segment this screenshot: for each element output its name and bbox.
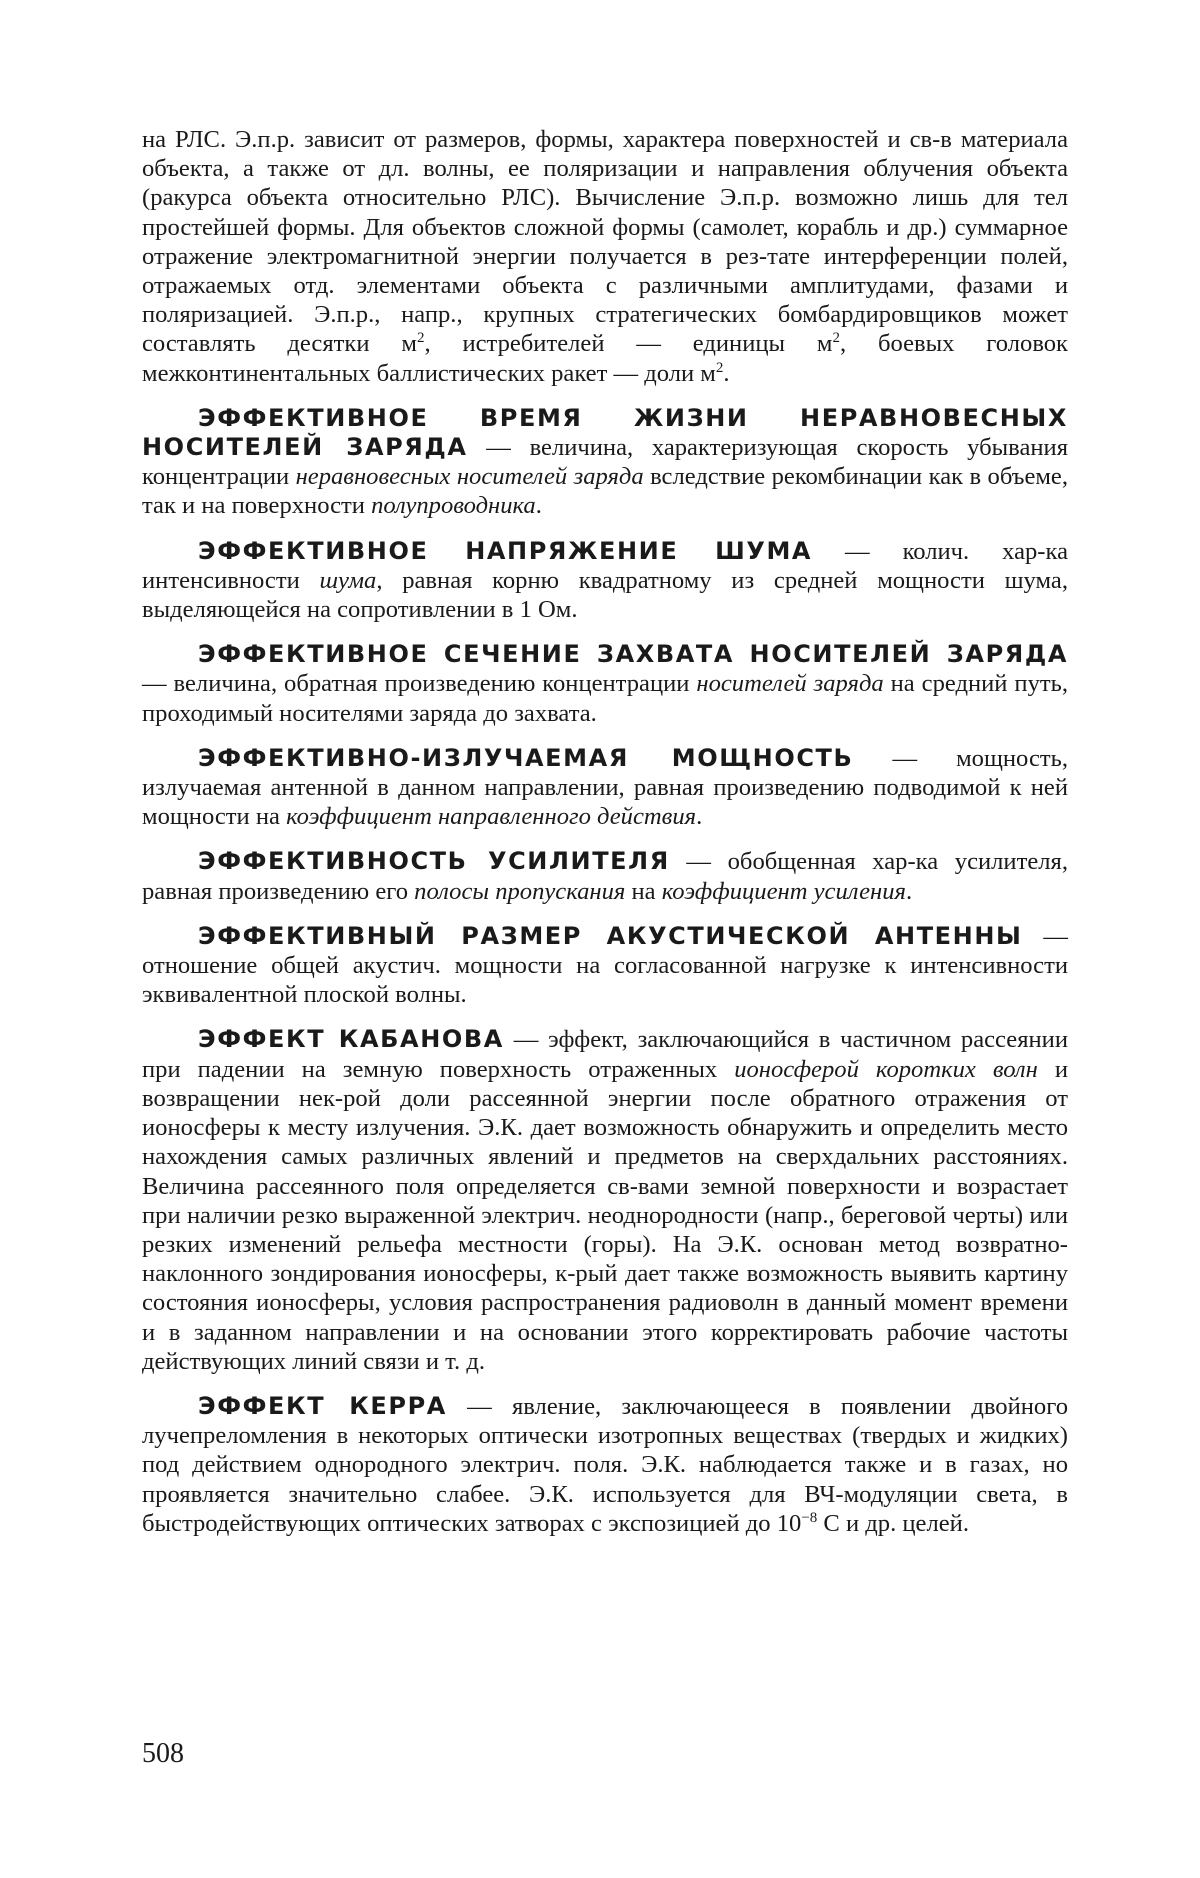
entry-text: — мощность, излучаемая антенной в данном направлении, равная произведению подводимой к ней мощности на	[142, 744, 1068, 831]
entry-kerr-effect	[142, 1392, 1068, 1538]
entry-text: .	[723, 359, 730, 387]
entry-text: — обобщенная хар-ка усилителя, равная произведению его	[142, 848, 1068, 905]
entry-capture-cross-section	[142, 640, 1068, 728]
page-body	[142, 125, 1068, 1554]
entry-radiated-power	[142, 744, 1068, 832]
entry-crossref: шума	[319, 566, 377, 594]
entry-term: ЭФФЕКТИВНО-ИЗЛУЧАЕМАЯ МОЩНОСТЬ	[198, 743, 854, 772]
entry-text: — явление, заключающееся в появлении двойного лучепреломления в некоторых оптически изотропных веществах (твердых и жидких) под действием однородного электрич. поля. Э.К. наблюдается также и в газах, но проявляется значительно слабее. Э.К. используется для ВЧ-модуляции света, в быстродействующих оптических затворах с экспозицией до 10	[142, 1392, 1068, 1537]
superscript: 2	[416, 330, 425, 347]
entry-text: вследствие рекомбинации как в объеме, так и на поверхности	[142, 463, 1068, 520]
entry-continuation	[142, 125, 1068, 388]
entry-term: ЭФФЕКТИВНОСТЬ УСИЛИТЕЛЯ	[198, 847, 670, 876]
entry-text: на средний путь, проходимый носителями заряда до захвата.	[142, 670, 1068, 727]
entry-noise-voltage	[142, 537, 1068, 625]
entry-acoustic-antenna	[142, 922, 1068, 1010]
entry-crossref: неравновесных носителей заряда	[295, 463, 644, 491]
entry-crossref: носителей заряда	[696, 670, 884, 698]
entry-crossref: полосы пропускания	[414, 877, 626, 905]
entry-amplifier-efficiency	[142, 847, 1068, 905]
entry-term: ЭФФЕКТИВНОЕ ВРЕМЯ ЖИЗНИ НЕРАВНОВЕСНЫХ НОСИТЕЛЕЙ ЗАРЯДА	[142, 403, 1068, 462]
entry-crossref: ионосферой коротких волн	[734, 1055, 1038, 1083]
superscript: −8	[801, 1509, 818, 1526]
superscript: 2	[832, 330, 840, 347]
entry-term: ЭФФЕКТИВНОЕ СЕЧЕНИЕ ЗАХВАТА НОСИТЕЛЕЙ ЗАРЯДА	[198, 640, 1068, 669]
entry-crossref: полупроводника	[371, 492, 536, 520]
entry-crossref: коэффициент усиления	[661, 877, 906, 905]
entry-text: на РЛС. Э.п.р. зависит от размеров, формы, характера поверхностей и св-в материала объекта, а также от дл. волны, ее поляризации и направления облучения объекта (ракурса объекта относительно РЛС). Вычисление Э.п.р. возможно лишь для тел простейшей формы. Для объектов сложной формы (самолет, корабль и др.) суммарное отражение электромагнитной энергии получается в рез-тате интерференции полей, отражаемых отд. элементами объекта с различными амплитудами, фазами и поляризацией. Э.п.р., напр., крупных стратегических бомбардировщиков может составлять десятки м	[142, 126, 1068, 358]
entry-text: , боевых головок межконтинентальных баллистических ракет — доли м	[142, 330, 1069, 387]
entry-kabanov-effect	[142, 1025, 1068, 1375]
entry-text: , истребителей — единицы м	[424, 330, 833, 358]
entry-text: — колич. хар-ка интенсивности	[142, 537, 1068, 594]
entry-crossref: коэффициент направленного действия	[286, 803, 697, 831]
entry-term: ЭФФЕКТИВНОЕ НАПРЯЖЕНИЕ ШУМА	[198, 536, 813, 565]
page-number: 508	[142, 1738, 184, 1769]
entry-text: и возвращении нек-рой доли рассеянной энергии после обратного отражения от ионосферы к месту излучения. Э.К. дает возможность обнаружить и определить место нахождения самых различных явлений и предметов на сверхдальних расстояниях. Величина рассеянного поля определяется св-вами земной поверхности и возрастает при наличии резко выраженной электрич. неоднородности (напр., береговой черты) или резких изменений рельефа местности (горы). На Э.К. основан метод возвратно-наклонного зондирования ионосферы, к-рый дает также возможность выявить картину состояния ионосферы, условия распространения радиоволн в данный момент времени и в заданном направлении и на основании этого корректировать рабочие частоты действующих линий связи и т. д.	[142, 1055, 1068, 1375]
entry-text: С и др. целей.	[817, 1509, 969, 1537]
entry-text: на	[625, 877, 662, 905]
entry-term: ЭФФЕКТ КАБАНОВА	[198, 1025, 504, 1054]
superscript: 2	[715, 359, 724, 376]
entry-term: ЭФФЕКТИВНЫЙ РАЗМЕР АКУСТИЧЕСКОЙ АНТЕННЫ	[198, 921, 1023, 950]
entry-text: .	[905, 877, 913, 905]
entry-text: , равная корню квадратному из средней мощности шума, выделяющейся на сопротивлении в 1 Ом.	[142, 566, 1068, 624]
entry-text: .	[696, 803, 703, 831]
entry-text: — величина, обратная произведению концентрации	[142, 670, 697, 698]
entry-text: — величина, характеризующая скорость убывания концентрации	[142, 434, 1069, 491]
entry-text: — эффект, заключающийся в частичном рассеянии при падении на земную поверхность отраженных	[142, 1026, 1068, 1083]
entry-text: .	[535, 492, 542, 520]
entry-term: ЭФФЕКТ КЕРРА	[198, 1391, 447, 1420]
entry-text: — отношение общей акустич. мощности на согласованной нагрузке к интенсивности эквивалентной плоской волны.	[142, 922, 1068, 1009]
entry-effective-lifetime	[142, 404, 1068, 521]
